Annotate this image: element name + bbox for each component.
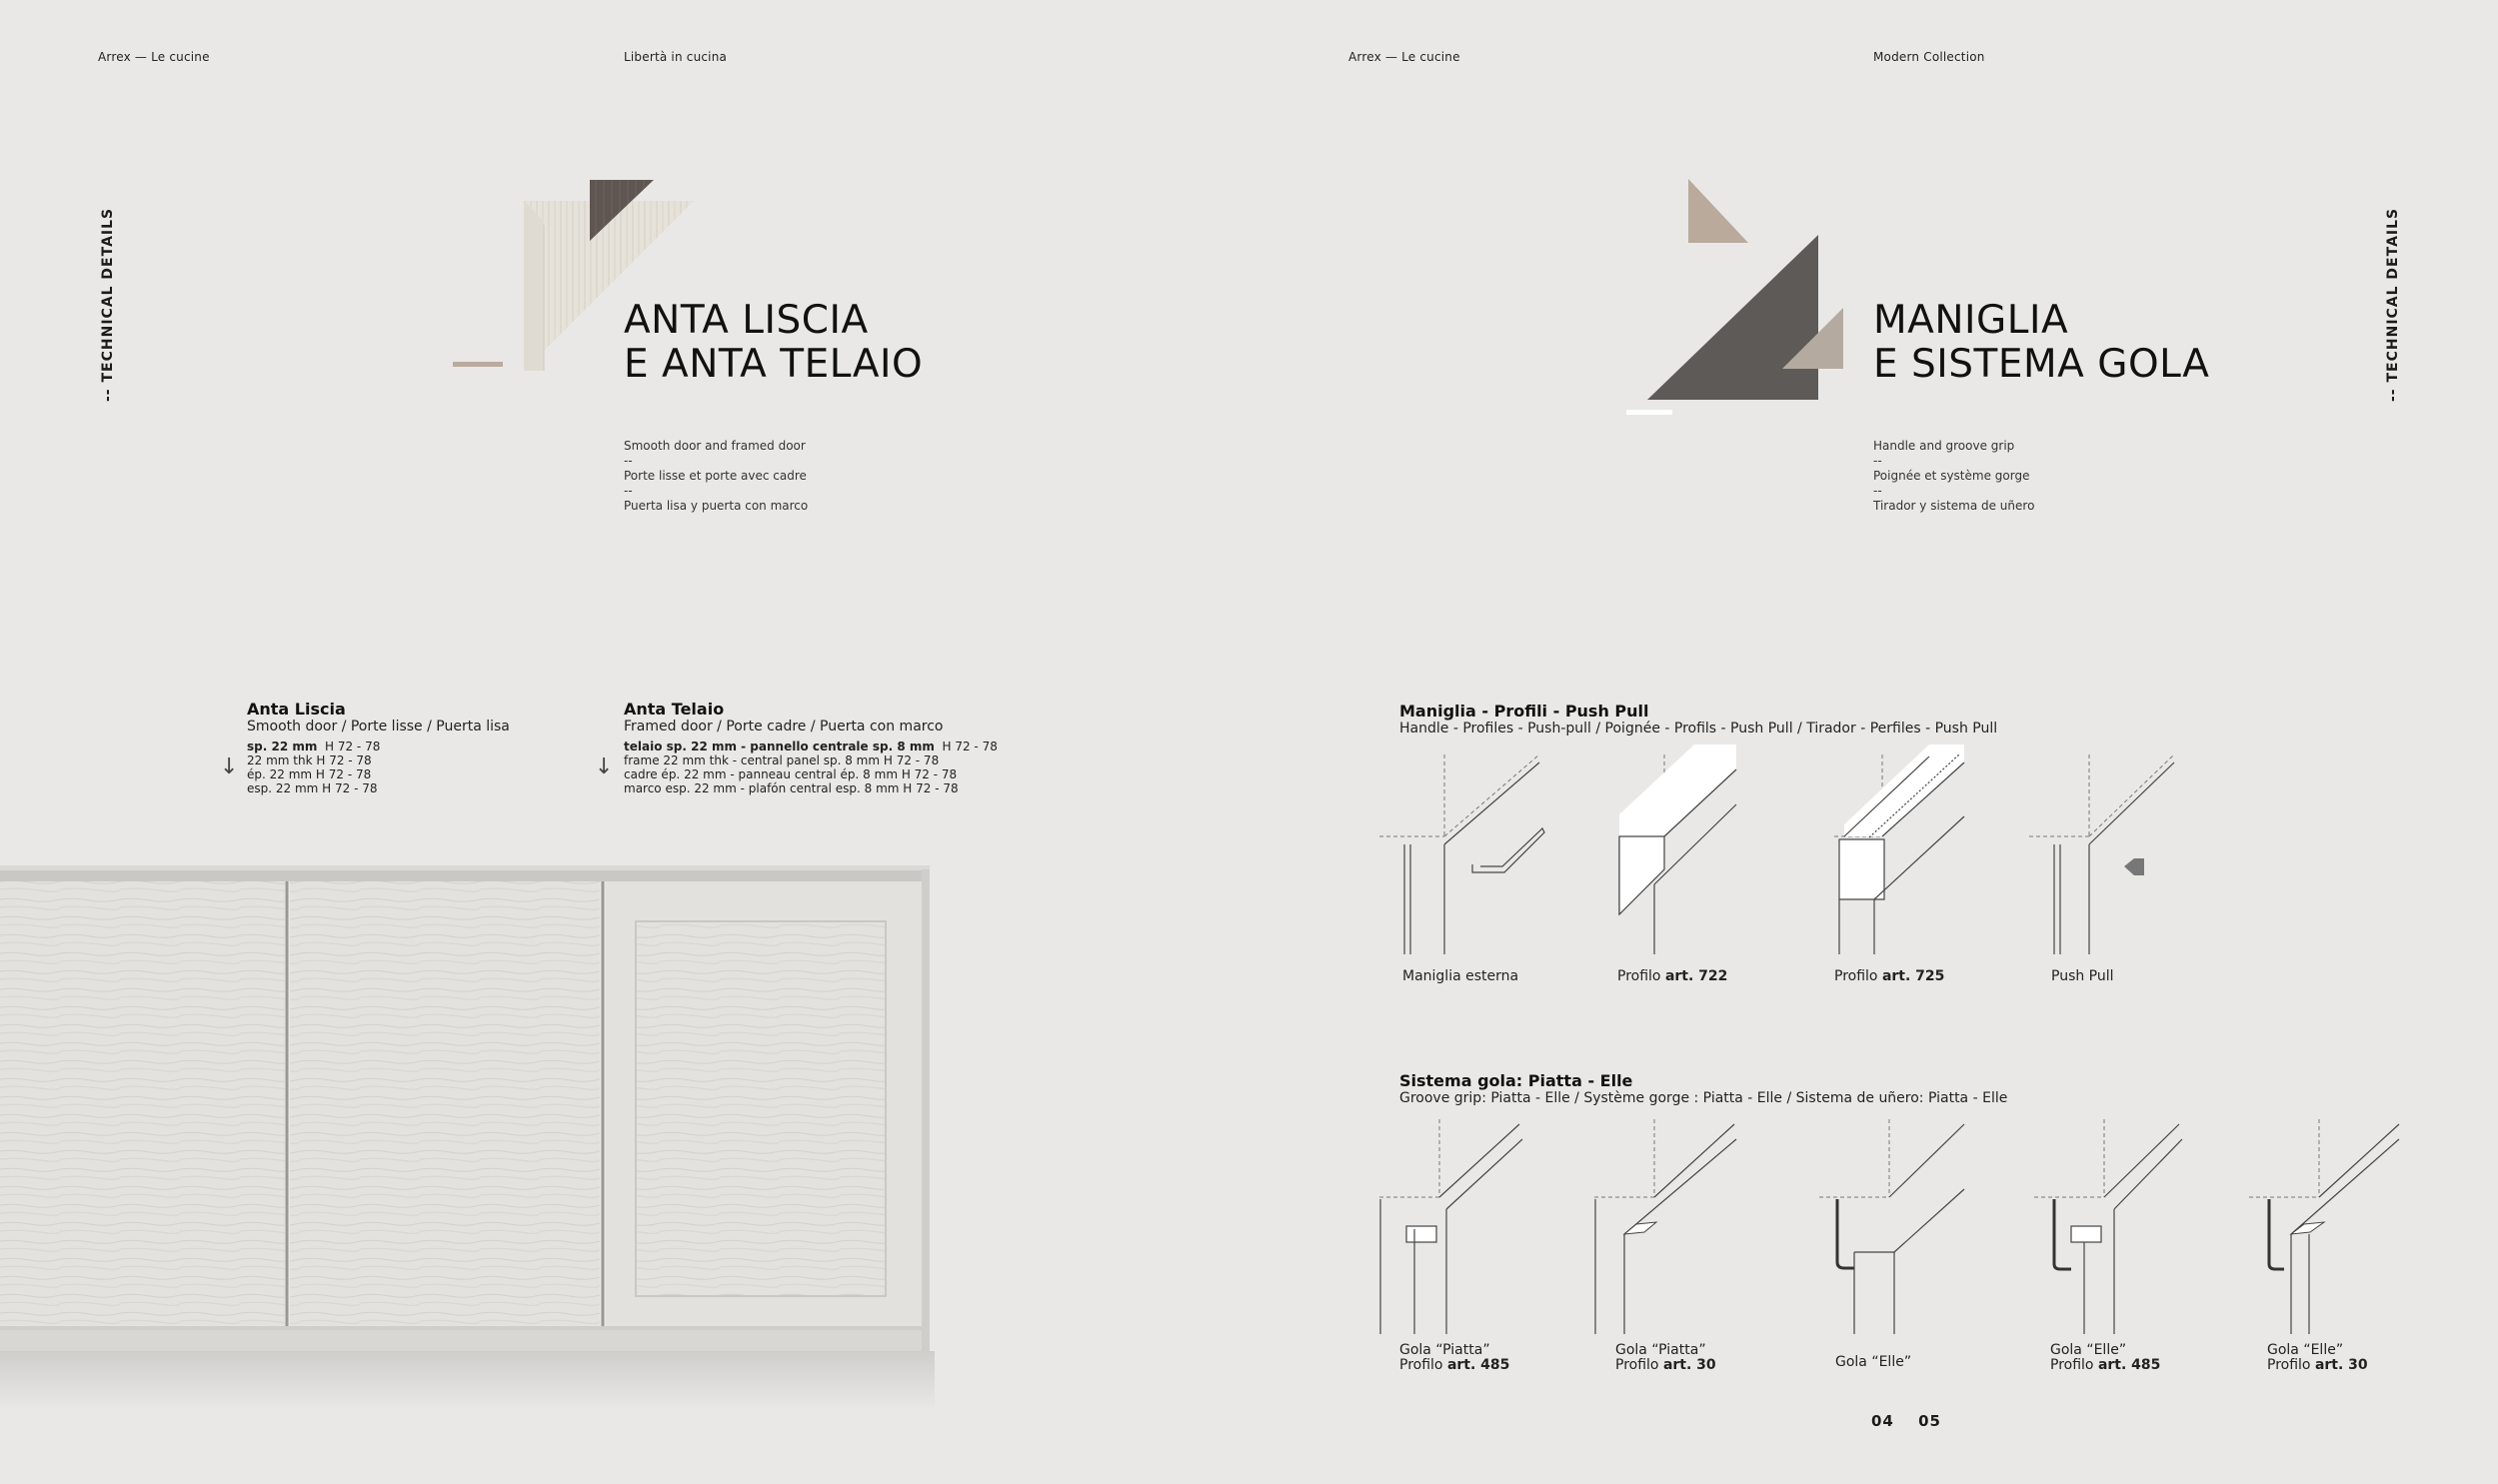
header-section-left: Libertà in cucina (624, 50, 728, 64)
caption-label: Push Pull (2051, 968, 2114, 984)
page-title-right (1873, 299, 2209, 387)
subtitle-sep: -- (1873, 484, 1882, 498)
caption-gola-piatta-30 (1615, 1343, 1716, 1373)
caption-line1: Gola “Elle” (1835, 1354, 1912, 1370)
subtitle-en: Smooth door and framed door (624, 439, 806, 453)
anta-telaio-subtitle: Framed door / Porte cadre / Puerta con marco (624, 719, 944, 735)
title-line-1: ANTA LISCIA (624, 298, 869, 343)
caption-label: Profilo (1617, 968, 1665, 984)
caption-bold: art. 30 (1662, 1357, 1716, 1373)
down-arrow-icon: ↓ (595, 754, 614, 779)
side-label-right (2385, 208, 2401, 402)
caption-gola-elle-485 (2050, 1343, 2160, 1373)
diagram-profilo-725 (1834, 744, 1964, 954)
caption-line1: Gola “Elle” (2050, 1342, 2127, 1358)
anta-telaio-title: Anta Telaio (624, 700, 725, 719)
subtitle-sep: -- (624, 484, 633, 498)
caption-profilo-725 (1834, 969, 1944, 984)
anta-liscia-specs (247, 700, 587, 795)
page-number-left: 04 (1871, 1412, 1894, 1430)
maniglia-title: Maniglia - Profili - Push Pull (1399, 702, 1649, 721)
diagram-push-pull (2029, 754, 2174, 954)
maniglia-diagrams (1374, 744, 2194, 964)
diagram-gola-piatta-30 (1594, 1119, 1736, 1334)
caption-bold: art. 725 (1881, 968, 1945, 984)
spec-rest: H 72 - 78 (325, 740, 381, 753)
spec-line: ép. 22 mm H 72 - 78 (247, 767, 372, 781)
anta-liscia-subtitle: Smooth door / Porte lisse / Puerta lisa (247, 719, 510, 735)
subtitle-en: Handle and groove grip (1873, 439, 2015, 453)
diagram-gola-piatta-485 (1379, 1119, 1522, 1334)
diagram-profilo-722 (1619, 744, 1736, 954)
title-line-2: E SISTEMA GOLA (1873, 342, 2210, 387)
diagram-maniglia-esterna (1379, 754, 1544, 954)
anta-liscia-spec (247, 740, 587, 753)
maniglia-subtitle: Handle - Profiles - Push-pull / Poignée - Profils - Push Pull / Tirador - Perfiles - Push Pull (1399, 721, 1998, 737)
spec-line: esp. 22 mm H 72 - 78 (247, 781, 378, 795)
spec-bold: sp. 22 mm (247, 740, 318, 753)
diagram-gola-elle-485 (2034, 1119, 2182, 1334)
gola-section-heading (1399, 1071, 2007, 1107)
caption-push-pull (2051, 969, 2114, 984)
caption-label: Profilo (2267, 1357, 2315, 1373)
gola-diagrams (1374, 1114, 2404, 1334)
caption-bold: art. 30 (2314, 1357, 2368, 1373)
spec-line: marco esp. 22 mm - plafón central esp. 8 mm H 72 - 78 (624, 781, 959, 795)
caption-line1: Gola “Elle” (2267, 1342, 2344, 1358)
caption-maniglia-esterna (1402, 969, 1518, 984)
subtitle-es: Tirador y sistema de uñero (1873, 499, 2035, 513)
side-label-left (100, 208, 116, 402)
caption-line1: Gola “Piatta” (1399, 1342, 1490, 1358)
maniglia-section-heading (1399, 702, 1997, 738)
caption-line2 (2267, 1358, 2368, 1373)
anta-telaio-specs (624, 700, 1044, 795)
side-label-text: TECHNICAL DETAILS (2385, 207, 2401, 383)
caption-gola-piatta-485 (1399, 1343, 1509, 1373)
subtitle-block-right (1873, 439, 2034, 514)
page-number-right: 05 (1918, 1412, 1941, 1430)
caption-label: Profilo (1615, 1357, 1663, 1373)
spec-line: cadre ép. 22 mm - panneau central ép. 8 mm H 72 - 78 (624, 767, 958, 781)
caption-line1: Gola “Piatta” (1615, 1342, 1706, 1358)
header-section-right: Modern Collection (1873, 50, 1985, 64)
subtitle-block-left (624, 439, 808, 514)
side-mark: -- (2385, 388, 2401, 402)
title-line-1: MANIGLIA (1873, 298, 2069, 343)
down-arrow-icon: ↓ (220, 754, 239, 779)
spec-bold: telaio sp. 22 mm - pannello centrale sp. 8 mm (624, 740, 935, 753)
anta-liscia-title: Anta Liscia (247, 700, 346, 719)
header-brand-right: Arrex — Le cucine (1348, 50, 1460, 64)
caption-line2 (1615, 1358, 1716, 1373)
subtitle-sep: -- (1873, 454, 1882, 468)
caption-label: Profilo (1834, 968, 1882, 984)
caption-profilo-722 (1617, 969, 1727, 984)
caption-label: Profilo (2050, 1357, 2098, 1373)
gola-subtitle: Groove grip: Piatta - Elle / Système gorge : Piatta - Elle / Sistema de uñero: Piatta - Elle (1399, 1090, 2008, 1106)
caption-line2 (1399, 1358, 1509, 1373)
subtitle-es: Puerta lisa y puerta con marco (624, 499, 809, 513)
cabinet-illustration (0, 859, 940, 1419)
anta-telaio-spec (624, 740, 1044, 753)
caption-gola-elle (1835, 1355, 1911, 1370)
caption-label: Maniglia esterna (1402, 968, 1519, 984)
subtitle-sep: -- (624, 454, 633, 468)
spec-rest: H 72 - 78 (942, 740, 998, 753)
caption-bold: art. 485 (2097, 1357, 2161, 1373)
header-brand-left: Arrex — Le cucine (98, 50, 210, 64)
caption-label: Profilo (1399, 1357, 1447, 1373)
page-numbers (1871, 1412, 1941, 1430)
caption-line2 (2050, 1358, 2160, 1373)
side-mark: -- (100, 388, 116, 402)
diagram-gola-elle-30 (2249, 1119, 2399, 1334)
diagram-gola-elle (1819, 1119, 1964, 1334)
caption-gola-elle-30 (2267, 1343, 2368, 1373)
triangle-graphic (1619, 175, 1859, 420)
subtitle-fr: Poignée et système gorge (1873, 469, 2030, 483)
spec-line: 22 mm thk H 72 - 78 (247, 753, 372, 767)
caption-bold: art. 722 (1664, 968, 1728, 984)
caption-bold: art. 485 (1446, 1357, 1510, 1373)
subtitle-fr: Porte lisse et porte avec cadre (624, 469, 807, 483)
page-title-left (624, 299, 923, 387)
title-line-2: E ANTA TELAIO (624, 342, 924, 387)
side-label-text: TECHNICAL DETAILS (100, 207, 116, 383)
spec-line: frame 22 mm thk - central panel sp. 8 mm H 72 - 78 (624, 753, 940, 767)
gola-title: Sistema gola: Piatta - Elle (1399, 1071, 1633, 1090)
